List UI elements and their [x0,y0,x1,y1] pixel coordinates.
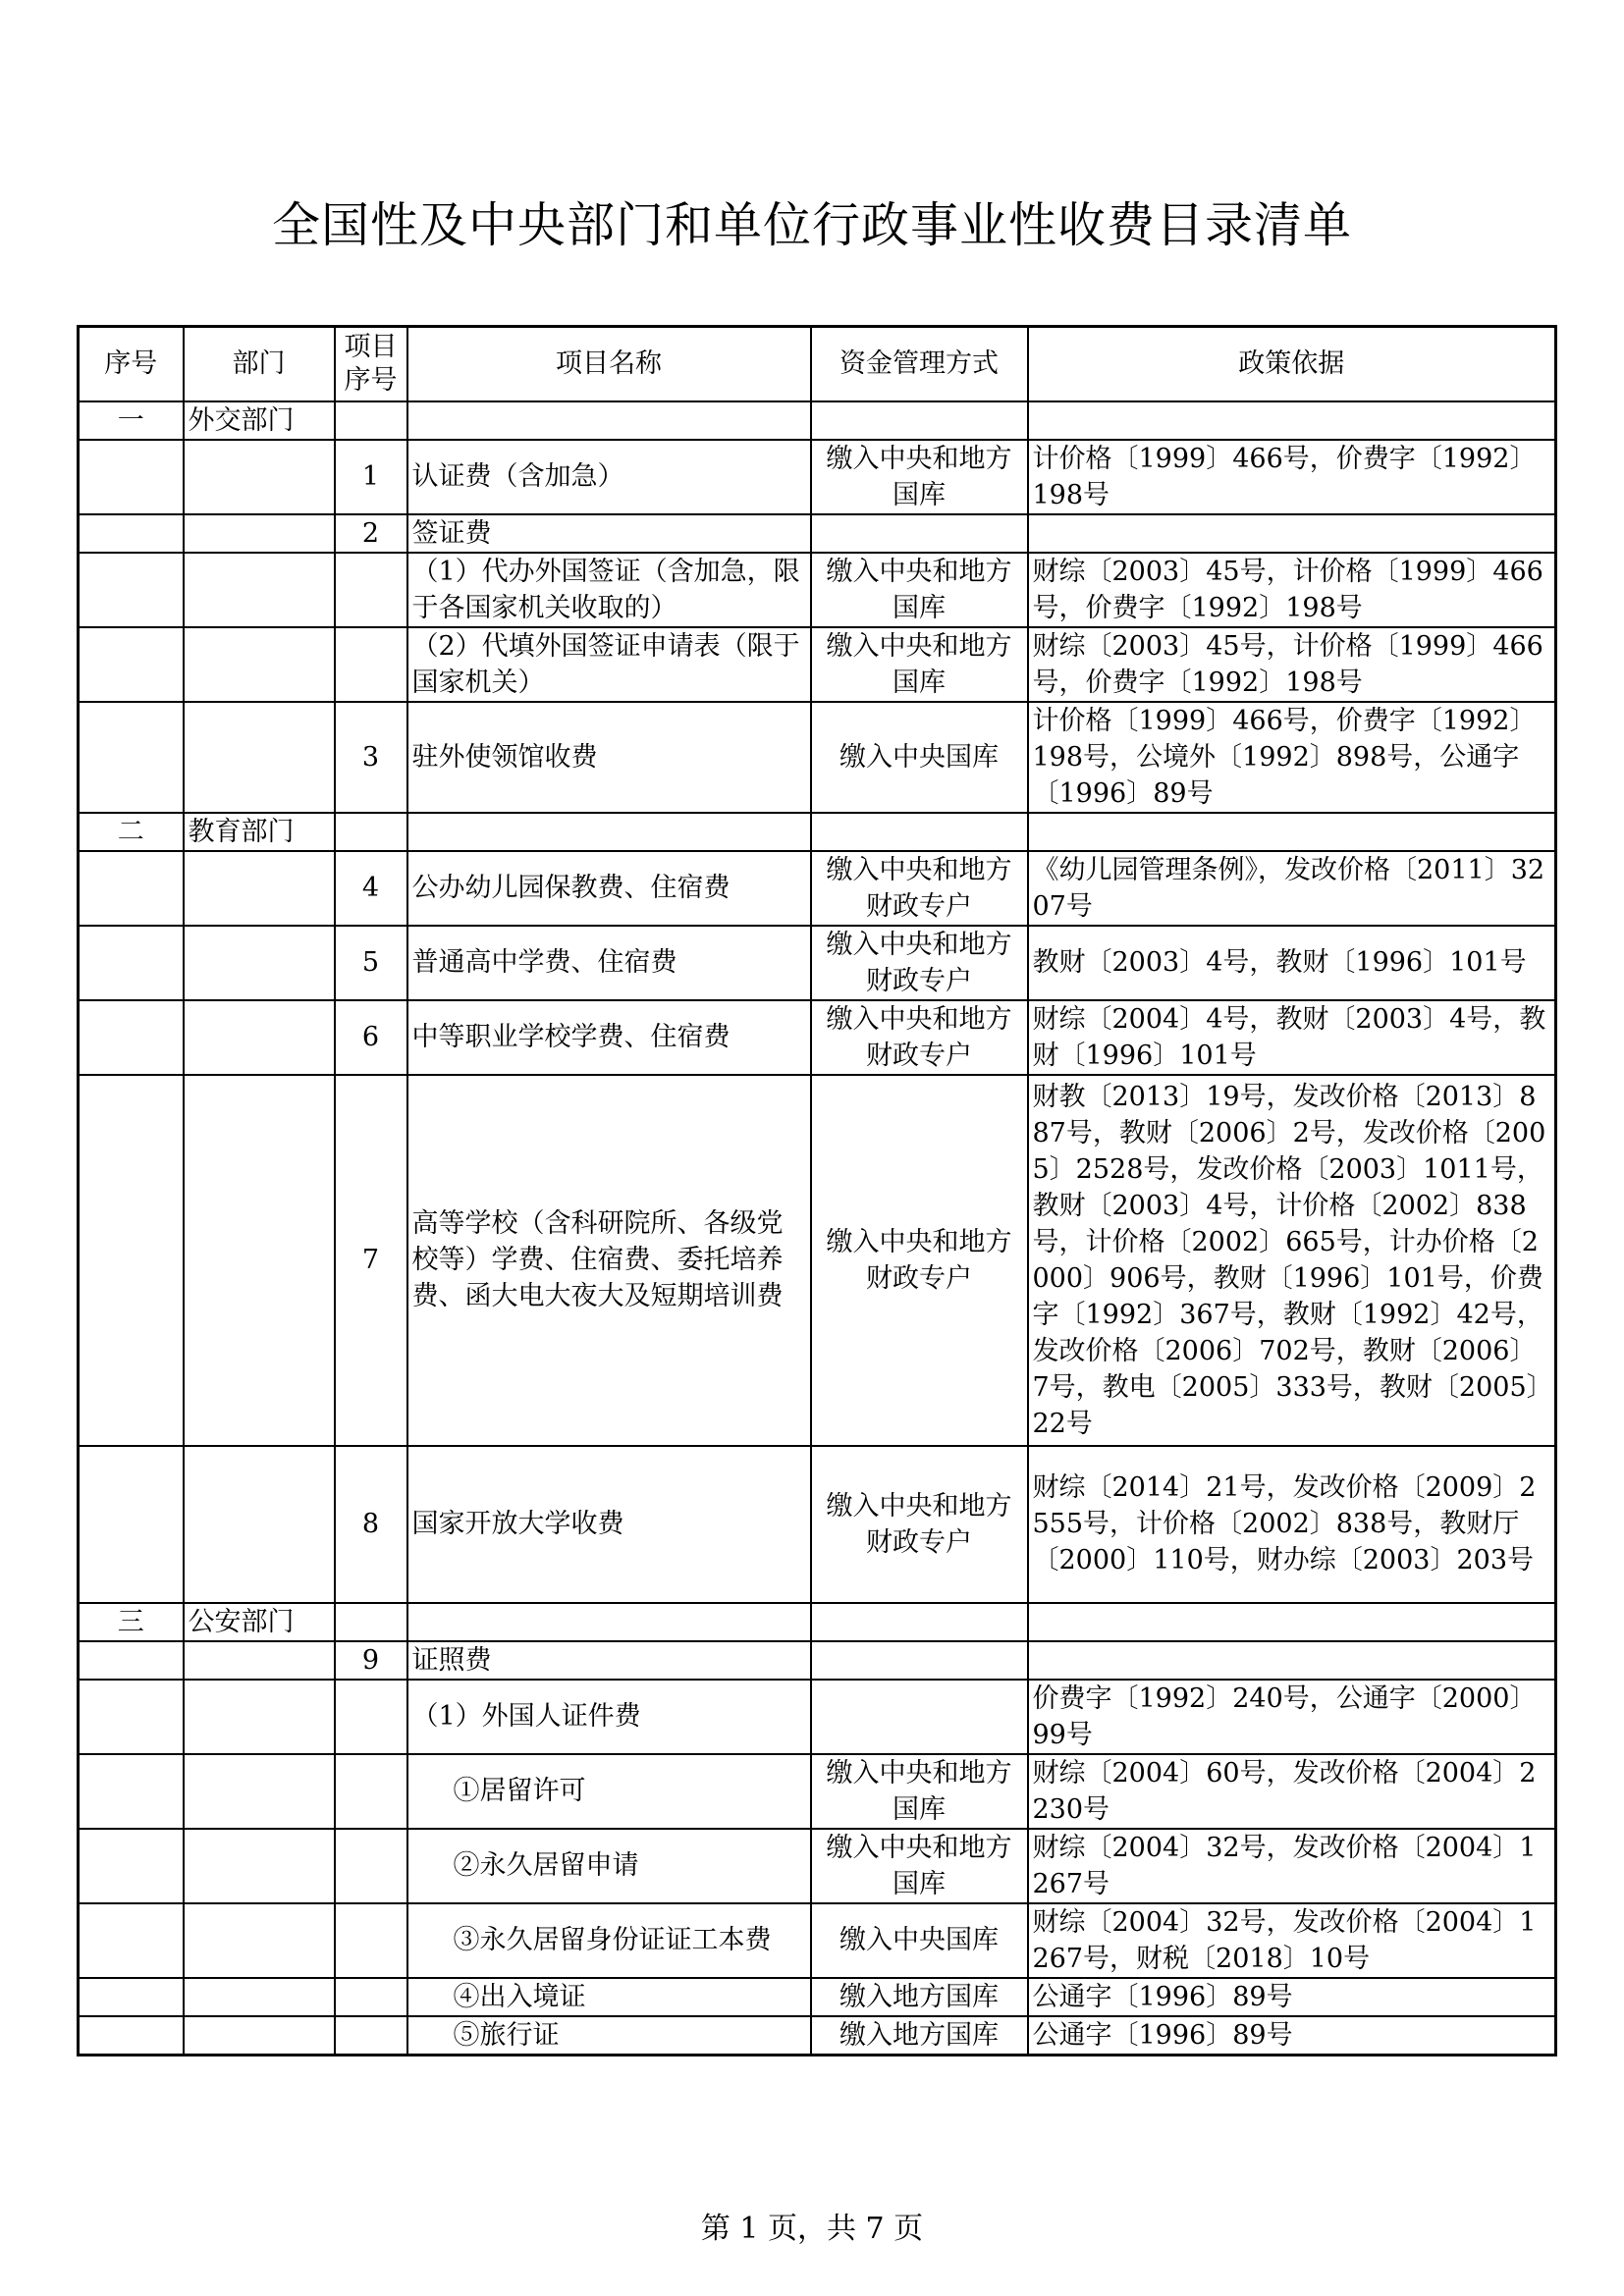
cell-item-seq: 5 [335,926,407,1000]
cell-fund-management [811,1603,1028,1641]
cell-dept [184,702,335,813]
table-row [79,2016,1556,2056]
cell-item-seq: 6 [335,1000,407,1075]
cell-policy-basis: 财综〔2004〕4号，教财〔2003〕4号，教财〔1996〕101号 [1028,1000,1556,1075]
table-row [79,702,1556,813]
cell-dept: 公安部门 [184,1603,335,1641]
cell-policy-basis: 公通字〔1996〕89号 [1028,2016,1556,2056]
cell-fund-management: 缴入中央和地方财政专户 [811,1075,1028,1446]
header-seq: 序号 [79,327,184,401]
cell-fund-management: 缴入中央和地方国库 [811,553,1028,627]
table-row [79,514,1556,553]
table-header-row [79,327,1556,401]
cell-policy-basis: 计价格〔1999〕466号，价费字〔1992〕198号，公境外〔1992〕898号，公通字〔1996〕89号 [1028,702,1556,813]
cell-seq [79,627,184,702]
cell-dept [184,2016,335,2056]
cell-dept [184,440,335,514]
table-row [79,1754,1556,1829]
cell-seq [79,1680,184,1754]
cell-seq: 一 [79,401,184,440]
cell-dept [184,1446,335,1603]
cell-dept [184,627,335,702]
cell-seq [79,1754,184,1829]
cell-seq [79,1641,184,1680]
cell-item-seq: 4 [335,851,407,926]
cell-fund-management: 缴入中央和地方财政专户 [811,926,1028,1000]
cell-item-seq [335,813,407,851]
cell-item-name: ③永久居留身份证证工本费 [407,1903,811,1978]
table-row [79,1446,1556,1603]
cell-item-seq [335,1829,407,1903]
cell-item-name: 证照费 [407,1641,811,1680]
cell-item-name: 普通高中学费、住宿费 [407,926,811,1000]
cell-item-name: ④出入境证 [407,1978,811,2016]
cell-policy-basis: 财综〔2014〕21号，发改价格〔2009〕2555号，计价格〔2002〕838号，教财厅〔2000〕110号，财办综〔2003〕203号 [1028,1446,1556,1603]
cell-policy-basis: 教财〔2003〕4号，教财〔1996〕101号 [1028,926,1556,1000]
cell-policy-basis: 价费字〔1992〕240号，公通字〔2000〕99号 [1028,1680,1556,1754]
table-row [79,1829,1556,1903]
cell-dept: 教育部门 [184,813,335,851]
cell-policy-basis [1028,514,1556,553]
cell-item-seq [335,553,407,627]
cell-dept [184,1075,335,1446]
cell-dept [184,1754,335,1829]
cell-fund-management: 缴入中央和地方国库 [811,440,1028,514]
cell-item-name: （1）外国人证件费 [407,1680,811,1754]
cell-policy-basis: 《幼儿园管理条例》，发改价格〔2011〕3207号 [1028,851,1556,926]
cell-seq [79,1075,184,1446]
page-footer: 第 1 页，共 7 页 [700,2212,924,2246]
cell-item-name: 中等职业学校学费、住宿费 [407,1000,811,1075]
table-row [79,813,1556,851]
cell-item-name: ⑤旅行证 [407,2016,811,2056]
cell-fund-management [811,514,1028,553]
cell-policy-basis [1028,813,1556,851]
cell-item-name: 认证费（含加急） [407,440,811,514]
table-row [79,851,1556,926]
cell-seq [79,1903,184,1978]
fee-catalog-table [77,325,1557,2056]
table-row [79,1000,1556,1075]
cell-item-seq: 7 [335,1075,407,1446]
cell-dept [184,1829,335,1903]
cell-item-seq: 9 [335,1641,407,1680]
cell-fund-management: 缴入中央国库 [811,1903,1028,1978]
header-item-seq: 项目序号 [335,327,407,401]
cell-policy-basis: 财综〔2004〕32号，发改价格〔2004〕1267号，财税〔2018〕10号 [1028,1903,1556,1978]
cell-policy-basis: 财综〔2003〕45号，计价格〔1999〕466号，价费字〔1992〕198号 [1028,627,1556,702]
cell-item-name [407,813,811,851]
cell-seq [79,553,184,627]
table-row [79,440,1556,514]
cell-item-name: ②永久居留申请 [407,1829,811,1903]
cell-item-seq: 8 [335,1446,407,1603]
cell-policy-basis: 财综〔2004〕32号，发改价格〔2004〕1267号 [1028,1829,1556,1903]
cell-policy-basis: 公通字〔1996〕89号 [1028,1978,1556,2016]
table-row [79,1903,1556,1978]
cell-seq [79,1000,184,1075]
header-fund: 资金管理方式 [811,327,1028,401]
cell-item-name [407,1603,811,1641]
cell-item-seq: 2 [335,514,407,553]
header-name: 项目名称 [407,327,811,401]
header-policy: 政策依据 [1028,327,1556,401]
table-row [79,1978,1556,2016]
cell-dept [184,1680,335,1754]
cell-seq [79,926,184,1000]
cell-seq [79,1829,184,1903]
cell-dept [184,1000,335,1075]
cell-policy-basis [1028,1641,1556,1680]
cell-fund-management: 缴入中央和地方财政专户 [811,1446,1028,1603]
cell-seq [79,851,184,926]
cell-item-name: 签证费 [407,514,811,553]
cell-policy-basis [1028,1603,1556,1641]
cell-fund-management: 缴入中央和地方财政专户 [811,1000,1028,1075]
header-dept: 部门 [184,327,335,401]
cell-policy-basis: 财综〔2004〕60号，发改价格〔2004〕2230号 [1028,1754,1556,1829]
cell-item-seq [335,1603,407,1641]
cell-fund-management: 缴入中央和地方国库 [811,1754,1028,1829]
cell-item-seq [335,627,407,702]
cell-item-name: 公办幼儿园保教费、住宿费 [407,851,811,926]
cell-fund-management [811,1680,1028,1754]
cell-fund-management: 缴入中央和地方国库 [811,627,1028,702]
cell-item-seq: 3 [335,702,407,813]
document-title: 全国性及中央部门和单位行政事业性收费目录清单 [271,197,1352,253]
cell-seq: 二 [79,813,184,851]
cell-item-name: 驻外使领馆收费 [407,702,811,813]
cell-seq [79,702,184,813]
cell-item-name: （2）代填外国签证申请表（限于国家机关） [407,627,811,702]
table-row [79,1641,1556,1680]
cell-item-name: （1）代办外国签证（含加急，限于各国家机关收取的） [407,553,811,627]
cell-seq [79,2016,184,2056]
cell-item-name: 高等学校（含科研院所、各级党校等）学费、住宿费、委托培养费、函大电大夜大及短期培训费 [407,1075,811,1446]
cell-dept [184,851,335,926]
cell-dept [184,1903,335,1978]
cell-seq [79,440,184,514]
table-row [79,401,1556,440]
cell-policy-basis: 财综〔2003〕45号，计价格〔1999〕466号，价费字〔1992〕198号 [1028,553,1556,627]
cell-seq [79,514,184,553]
cell-dept [184,514,335,553]
cell-seq: 三 [79,1603,184,1641]
cell-dept: 外交部门 [184,401,335,440]
cell-fund-management [811,813,1028,851]
cell-item-name [407,401,811,440]
cell-policy-basis: 计价格〔1999〕466号，价费字〔1992〕198号 [1028,440,1556,514]
cell-dept [184,553,335,627]
cell-item-seq [335,401,407,440]
table-row [79,926,1556,1000]
cell-item-seq [335,1754,407,1829]
table-row [79,1603,1556,1641]
cell-seq [79,1978,184,2016]
cell-fund-management: 缴入中央和地方国库 [811,1829,1028,1903]
cell-policy-basis: 财教〔2013〕19号，发改价格〔2013〕887号，教财〔2006〕2号，发改价格〔2005〕2528号，发改价格〔2003〕1011号，教财〔2003〕4号，计价格〔2002〕838号，计价格〔2002〕665号，计办价格〔2000〕906号，教财〔1996〕101号，价费字〔1992〕367号，教财〔1992〕42号，发改价格〔2006〕702号，教财〔2006〕7号，教电〔2005〕333号，教财〔2005〕22号 [1028,1075,1556,1446]
cell-fund-management [811,401,1028,440]
cell-dept [184,1641,335,1680]
cell-item-seq [335,1978,407,2016]
cell-item-seq [335,2016,407,2056]
cell-dept [184,926,335,1000]
table-row [79,1075,1556,1446]
cell-fund-management: 缴入地方国库 [811,1978,1028,2016]
cell-item-name: 国家开放大学收费 [407,1446,811,1603]
cell-item-name: ①居留许可 [407,1754,811,1829]
cell-fund-management: 缴入中央和地方财政专户 [811,851,1028,926]
cell-fund-management [811,1641,1028,1680]
cell-item-seq: 1 [335,440,407,514]
cell-policy-basis [1028,401,1556,440]
table-row [79,553,1556,627]
cell-item-seq [335,1680,407,1754]
table-row [79,1680,1556,1754]
table-row [79,627,1556,702]
cell-fund-management: 缴入中央国库 [811,702,1028,813]
cell-seq [79,1446,184,1603]
cell-dept [184,1978,335,2016]
cell-item-seq [335,1903,407,1978]
cell-fund-management: 缴入地方国库 [811,2016,1028,2056]
